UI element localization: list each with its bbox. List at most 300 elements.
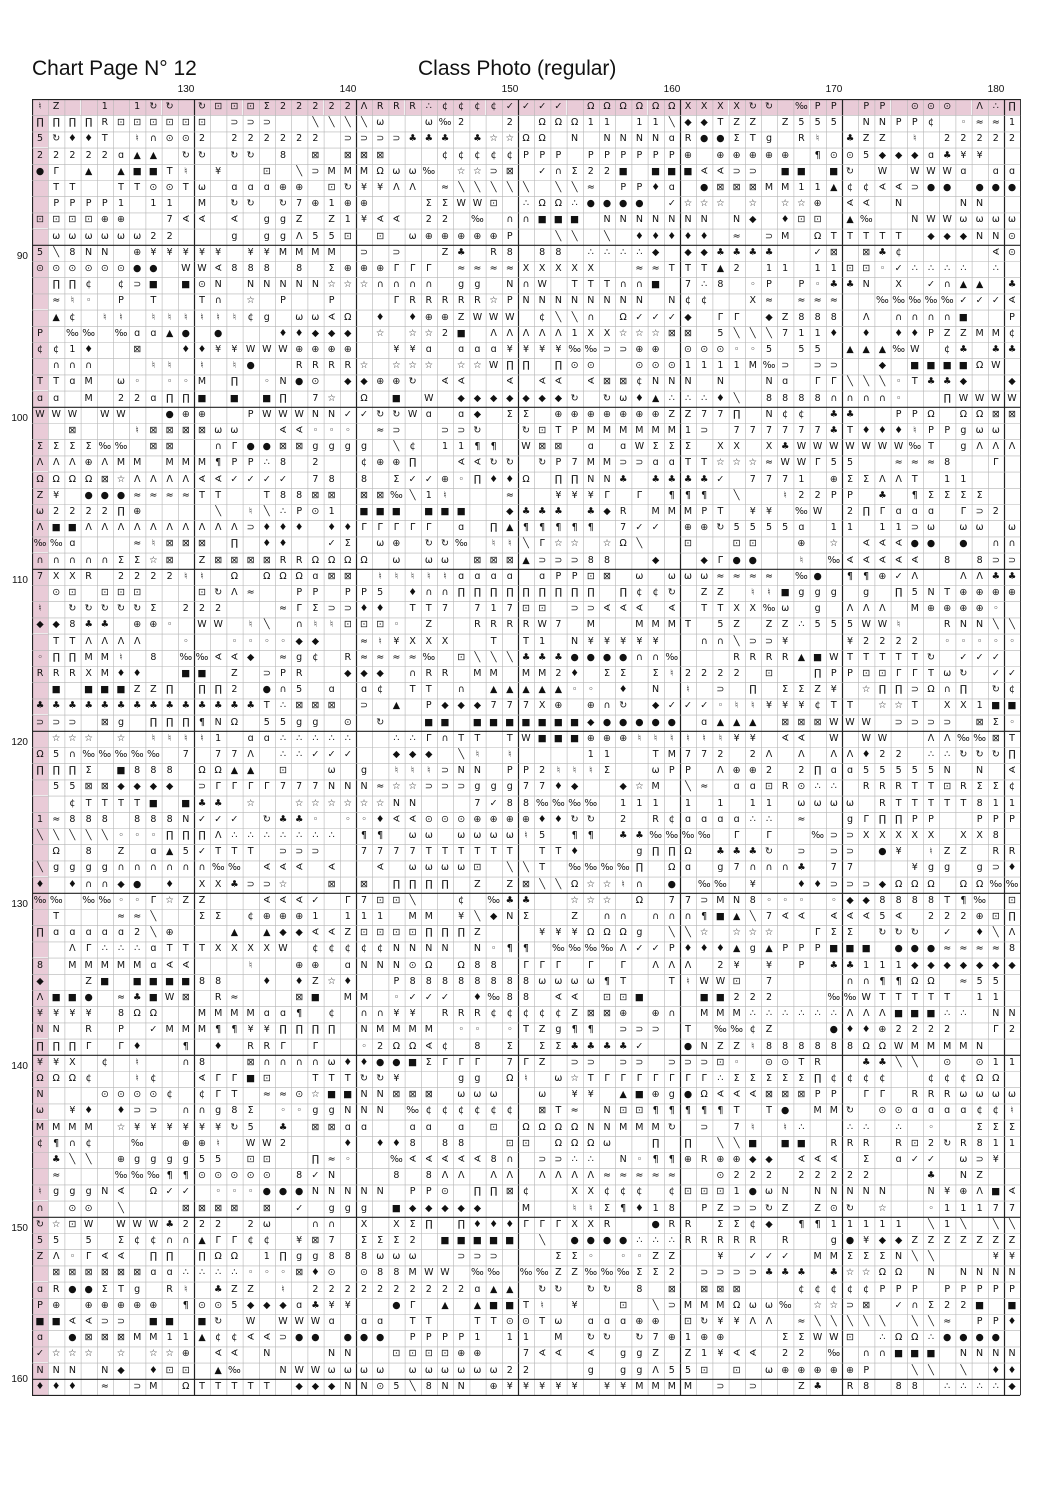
stitch-cell [955,860,971,876]
stitch-cell: Γ [231,781,238,793]
stitch-cell: ⊙ [505,1316,514,1327]
stitch-cell [340,877,356,893]
stitch-cell: ∴ [911,263,918,274]
stitch-cell: ⊡ [181,1364,190,1376]
stitch-cell [777,1379,793,1395]
stitch-cell: ω [975,214,984,226]
stitch-cell: ∢ [862,911,871,922]
stitch-cell: ∏ [457,587,465,598]
stitch-cell: 2 [846,1170,854,1182]
stitch-cell: g [976,862,983,874]
stitch-cell: ω [311,311,320,323]
stitch-cell: ⊠ [230,1202,239,1214]
stitch-cell [891,212,907,228]
stitch-cell: ♣ [764,246,774,258]
stitch-cell [210,391,226,407]
stitch-cell: Ω [311,554,320,566]
stitch-cell: Ω [619,311,627,323]
stitch-cell: ☆ [813,1299,822,1311]
stitch-cell: ⊙ [100,263,109,274]
stitch-cell: g [360,1202,368,1214]
stitch-cell: W [537,619,547,631]
stitch-cell: W [829,716,839,728]
stitch-cell: ◆ [846,894,854,906]
stitch-cell [469,520,485,536]
stitch-cell: ¢ [312,943,319,955]
stitch-cell: Ω [619,538,627,550]
stitch-cell: ☆ [278,878,288,890]
stitch-cell [469,504,485,520]
stitch-cell: ╲ [879,376,886,388]
stitch-cell: M [602,425,612,436]
stitch-cell: 5 [814,619,821,631]
stitch-cell: ● [392,1299,401,1311]
stitch-cell: ⊕ [473,230,482,242]
stitch-cell [1004,504,1020,520]
stitch-cell [437,1022,453,1038]
stitch-cell: ◆ [700,246,708,258]
stitch-cell: g [474,781,481,793]
stitch-cell: T [490,1316,497,1327]
stitch-cell: ¥ [733,959,740,971]
stitch-cell: ⊕ [619,408,628,420]
stitch-cell: Λ [295,230,303,242]
stitch-cell: 1 [846,1218,854,1230]
stitch-cell [194,1184,210,1200]
stitch-cell [469,488,485,504]
stitch-cell: Z [328,214,335,226]
stitch-cell: ¥ [198,1121,206,1133]
stitch-cell [907,1168,923,1184]
stitch-cell: ≈ [765,295,773,307]
stitch-cell: ⊕ [927,603,935,615]
stitch-cell: N [344,781,352,793]
stitch-cell [324,585,340,601]
stitch-cell: ♦ [699,943,709,955]
stitch-cell: ‰ [616,1267,630,1279]
stitch-cell: ● [975,182,984,193]
stitch-cell: ¢ [798,1283,805,1295]
stitch-cell [567,439,583,455]
stitch-cell [567,1346,583,1362]
stitch-cell: ◆ [587,716,595,728]
stitch-cell: ɑ [944,1105,951,1117]
stitch-cell: W [51,408,61,420]
stitch-cell: ɑ [895,1154,902,1165]
stitch-cell: ↻ [262,813,271,825]
stitch-cell [340,504,356,520]
stitch-cell: 8 [782,392,789,404]
stitch-cell [858,1201,874,1217]
stitch-cell [826,634,842,650]
stitch-cell [388,1103,404,1119]
stitch-cell: ⊃ [489,1251,498,1263]
stitch-cell: ● [732,554,741,566]
stitch-cell: ● [700,182,709,193]
stitch-cell: 1 [798,327,805,339]
stitch-cell: ω [424,862,433,874]
stitch-cell [259,990,275,1006]
stitch-cell: ◦ [280,1267,286,1279]
stitch-cell [826,601,842,617]
stitch-cell: Λ [652,1364,659,1376]
stitch-cell: N [392,943,400,955]
stitch-cell: R [247,1040,254,1052]
stitch-cell: ∢ [813,1154,822,1165]
stitch-cell: ¥ [636,635,643,647]
stitch-cell: ♣ [845,279,855,291]
stitch-cell [874,860,890,876]
stitch-cell [648,601,664,617]
stitch-cell: ♣ [845,408,855,420]
stitch-cell [939,1265,955,1281]
stitch-cell: ☆ [651,327,660,339]
stitch-cell [988,520,1004,536]
stitch-cell: 8 [474,1040,481,1052]
stitch-cell: ¥ [960,149,967,161]
stitch-cell: ⊠ [619,376,628,388]
stitch-cell: ↻ [586,813,595,825]
stitch-cell: Χ [733,441,740,453]
stitch-cell: ⊕ [829,473,838,485]
stitch-cell [243,212,259,228]
stitch-cell: ◦ [976,635,983,647]
stitch-cell: M [84,959,93,971]
stitch-cell: N [52,1024,60,1036]
stitch-cell: ‰ [778,1299,792,1311]
stitch-cell: N [344,1348,352,1360]
stitch-cell: ↻ [894,927,903,939]
stitch-cell: ● [781,1105,790,1117]
stitch-cell: ● [246,360,255,372]
stitch-cell [810,909,826,925]
stitch-cell: ↻ [198,149,206,161]
stitch-cell: ⊃ [117,1316,125,1327]
stitch-cell: ■ [505,716,515,728]
stitch-cell: 7 [506,700,513,712]
stitch-cell: 7 [474,603,481,615]
stitch-cell: 8 [976,797,983,809]
stitch-cell: 5 [32,245,48,261]
stitch-cell: T [442,846,448,858]
stitch-cell [64,974,80,990]
stitch-cell: ♣ [602,1040,612,1052]
stitch-cell [324,634,340,650]
stitch-cell: ∢ [376,214,385,226]
stitch-cell [761,682,777,698]
stitch-cell: ▲ [522,554,530,566]
stitch-cell [988,763,1004,779]
stitch-cell: ╲ [215,506,222,517]
stitch-cell [1004,358,1020,374]
stitch-cell: ⊡ [441,1348,449,1360]
stitch-cell: P [296,587,303,598]
stitch-cell: ‰ [843,992,857,1003]
stitch-cell [243,715,259,731]
stitch-cell: ◆ [295,635,303,647]
stitch-cell: ♣ [181,700,191,712]
stitch-cell: ☆ [68,732,77,744]
stitch-cell [777,1314,793,1330]
stitch-cell: ↻ [505,457,514,469]
stitch-cell: 2 [798,1170,805,1182]
stitch-cell: 8 [522,797,530,809]
stitch-cell: ∏ [1008,749,1016,760]
stitch-cell: ╲ [960,1364,967,1376]
stitch-cell: Z [32,1249,48,1265]
stitch-cell [907,731,923,747]
stitch-cell: Γ [604,1073,610,1084]
stitch-cell: 2 [247,133,254,145]
stitch-cell: Λ [457,1170,465,1182]
stitch-cell: ¶ [490,441,497,453]
stitch-cell: ∴ [652,1235,659,1246]
stitch-cell: ¶ [474,441,481,453]
stitch-cell: ⊠ [133,1267,142,1279]
stitch-cell: Ω [149,1008,158,1020]
stitch-cell: 2 [798,489,805,501]
stitch-cell: ¶ [182,1299,189,1311]
stitch-cell [437,342,453,358]
stitch-cell: W [699,975,709,987]
stitch-cell: Σ [668,441,675,453]
stitch-cell: Γ [215,1073,221,1084]
stitch-cell [955,553,971,569]
stitch-cell [340,828,356,844]
stitch-cell: T [879,230,886,242]
stitch-cell: Σ [134,554,141,566]
stitch-cell: 2 [117,570,125,582]
stitch-cell: T [182,943,189,955]
stitch-cell [275,164,291,180]
stitch-cell: ⊡ [586,570,595,582]
stitch-cell [550,747,566,763]
stitch-cell: ✓ [149,1024,158,1036]
stitch-cell: Ω [959,408,968,420]
stitch-cell: ⊕ [651,1008,660,1020]
stitch-cell [599,828,615,844]
stitch-cell: ‰ [114,441,128,453]
stitch-cell: ∴ [328,830,335,841]
stitch-cell: 2 [506,117,513,129]
stitch-cell: Γ [215,1089,221,1101]
stitch-cell: ‰ [98,749,112,760]
stitch-cell: g [620,1364,627,1376]
stitch-cell: W [521,732,531,744]
stitch-cell: 8 [69,813,76,825]
stitch-cell: ω [959,1154,968,1165]
stitch-cell [81,180,97,196]
stitch-cell: ⊃ [392,133,401,145]
stitch-cell: ☆ [408,360,417,372]
stitch-cell: ∏ [522,360,530,372]
stitch-cell: 8 [134,813,141,825]
stitch-cell: 7 [1008,1202,1016,1214]
stitch-cell [437,650,453,666]
stitch-cell: ☆ [327,797,336,809]
stitch-cell: ⊃ [797,846,806,858]
stitch-cell: ⊃ [991,554,1000,566]
stitch-cell: N [392,797,400,809]
stitch-cell: ● [278,1186,288,1198]
stitch-cell: ¶ [166,1170,173,1182]
stitch-cell: ◦ [1009,635,1015,647]
stitch-cell [324,990,340,1006]
stitch-cell: 1 [879,522,886,534]
stitch-cell: ⊡ [846,263,854,274]
stitch-cell: T [506,732,513,744]
stitch-cell: ✓ [408,992,417,1003]
stitch-cell: ¥ [53,1008,60,1020]
stitch-cell [793,374,809,390]
stitch-cell: ≈ [829,295,838,307]
stitch-cell: ⊠ [505,554,514,566]
stitch-cell [550,1298,566,1314]
stitch-cell [437,520,453,536]
stitch-cell: ¶ [215,457,222,469]
stitch-cell: ♦ [797,878,806,890]
stitch-cell: ■ [537,214,547,226]
stitch-cell: ¢ [846,1283,854,1295]
stitch-cell: M [619,1121,628,1133]
stitch-cell: ♮ [378,635,382,647]
stitch-cell: ¶ [555,522,562,534]
stitch-cell [842,585,858,601]
stitch-cell: W [861,992,871,1003]
stitch-cell [162,504,178,520]
stitch-cell: R [474,619,481,631]
stitch-cell [923,569,939,585]
stitch-cell: ⊡ [619,1299,628,1311]
stitch-cell: 5 [215,1154,222,1165]
stitch-cell [534,941,550,957]
stitch-cell: ⊡ [392,927,401,939]
stitch-cell: 2 [198,133,206,145]
stitch-cell [113,1055,129,1071]
stitch-cell: Z [781,619,789,631]
stitch-cell: ■ [748,1137,758,1149]
stitch-cell: ω [667,570,676,582]
stitch-cell: ɑ [69,927,76,939]
stitch-cell: M [910,603,919,615]
stitch-cell: ¢ [328,943,335,955]
stitch-cell: ∢ [473,1154,482,1165]
stitch-cell: 7 [846,862,854,874]
stitch-cell: Z [992,1235,1000,1246]
stitch-cell [583,779,599,795]
stitch-cell [534,488,550,504]
stitch-cell: ¥ [992,1154,999,1165]
stitch-cell: 7 [765,911,773,922]
stitch-cell: R [409,295,416,307]
stitch-cell [842,358,858,374]
stitch-cell [243,1201,259,1217]
stitch-cell: Χ [895,279,902,291]
stitch-cell: ¥ [895,846,902,858]
stitch-cell: ◆ [52,619,60,631]
stitch-cell: ¶ [182,1040,189,1052]
stitch-cell: ♣ [586,506,596,517]
stitch-cell: T [134,797,141,809]
stitch-cell: ω [927,522,935,534]
stitch-cell: ‰ [584,797,598,809]
stitch-cell: Ω [570,117,579,129]
stitch-cell: ¥ [377,182,384,193]
stitch-cell: ⊠ [84,1332,93,1344]
stitch-cell: ∢ [214,473,223,485]
stitch-cell [129,1201,145,1217]
stitch-cell: ⊃ [619,1056,628,1068]
stitch-cell: Λ [214,522,222,534]
stitch-cell: Λ [247,749,254,760]
stitch-cell: R [781,781,789,793]
stitch-cell [761,115,777,131]
stitch-cell: ♣ [1007,344,1017,355]
stitch-cell [810,812,826,828]
stitch-cell: M [700,1299,709,1311]
stitch-cell: P [928,813,934,825]
stitch-cell: Λ [214,830,222,841]
stitch-cell [178,925,194,941]
stitch-cell [291,1217,307,1233]
stitch-cell: ¥ [603,635,611,647]
stitch-cell: ∴ [421,99,437,115]
stitch-cell: Χ [603,327,611,339]
stitch-cell: T [928,441,934,453]
stitch-cell [680,715,696,731]
stitch-cell: ■ [683,165,693,177]
stitch-cell: 1 [377,911,384,922]
stitch-cell: ∴ [393,732,400,744]
stitch-cell: M [813,1105,822,1117]
stitch-cell: ɑ [53,392,60,404]
stitch-cell: ∩ [943,311,951,323]
stitch-cell: ¢ [166,1089,173,1101]
stitch-cell: 8 [360,1251,368,1263]
stitch-cell [64,1298,80,1314]
stitch-cell: T [53,182,60,193]
stitch-cell: ⊡ [684,538,692,550]
stitch-cell [810,1233,826,1249]
stitch-cell: ◦ [749,344,756,355]
stitch-cell: ∢ [408,1154,417,1165]
stitch-cell: ◆ [959,376,968,388]
stitch-cell: ⊕ [295,344,304,355]
stitch-cell: Γ [993,1024,999,1036]
stitch-cell: ■ [521,716,531,728]
stitch-cell: ♮ [913,133,917,145]
stitch-cell [469,245,485,261]
stitch-cell: 7 [992,1202,999,1214]
stitch-cell: Χ [943,700,951,712]
stitch-cell: ∢ [441,376,449,388]
stitch-cell [178,553,194,569]
stitch-cell: ⊡ [32,212,48,228]
stitch-cell: ♮ [167,311,172,323]
stitch-cell: ∢ [619,603,628,615]
stitch-cell [858,796,874,812]
stitch-cell [388,860,404,876]
stitch-cell: ⊕ [878,1024,887,1036]
stitch-cell: M [32,1120,48,1136]
stitch-cell: Σ [927,1299,934,1311]
stitch-cell: ◦ [1009,716,1015,728]
stitch-cell: ⊕ [52,1299,61,1311]
stitch-cell [696,1022,712,1038]
stitch-cell: ◆ [927,959,935,971]
stitch-cell: ∏ [441,927,449,939]
stitch-cell: M [133,959,142,971]
